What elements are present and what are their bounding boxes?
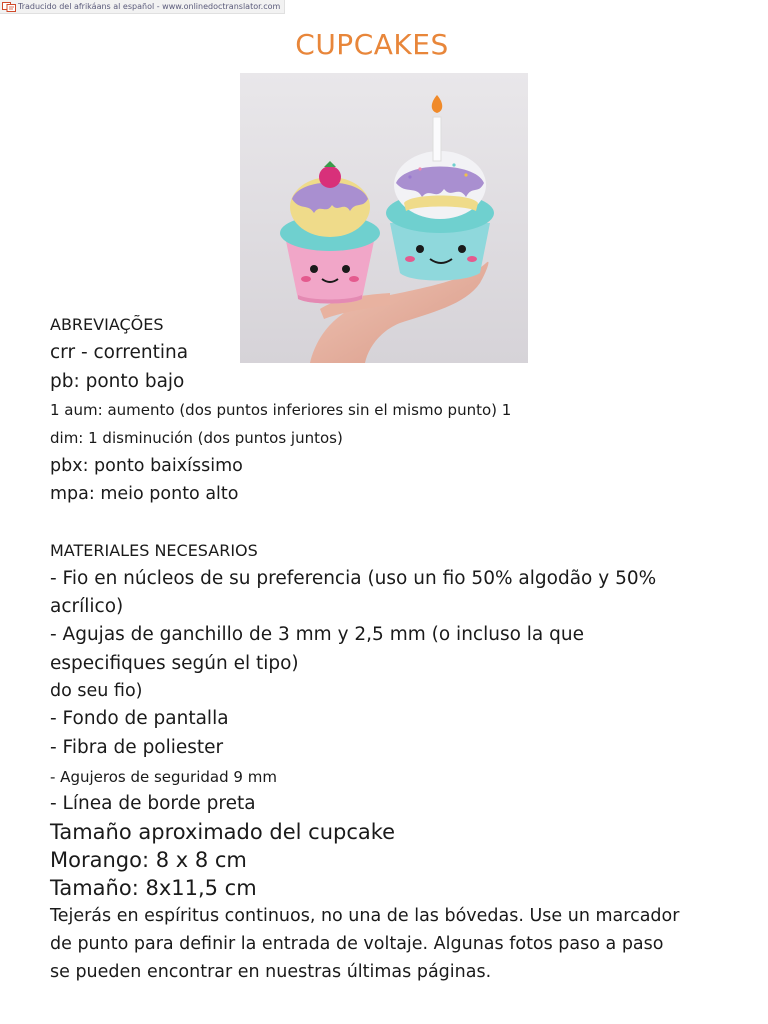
instructions-line: de punto para definir la entrada de voltaje. Algunas fotos paso a paso [50, 934, 664, 954]
translate-icon [2, 2, 16, 12]
cupcakes-photo [240, 73, 528, 363]
size-heading: Tamaño aproximado del cupcake [50, 820, 396, 844]
page-title: CUPCAKES [295, 28, 449, 61]
abbreviation-item: 1 aum: aumento (dos puntos inferiores sin el mismo punto) 1 [50, 401, 512, 419]
materials-line: - Agujeros de seguridad 9 mm [50, 768, 277, 786]
materials-heading: MATERIALES NECESARIOS [50, 541, 258, 560]
size-line: Morango: 8 x 8 cm [50, 848, 247, 872]
translator-banner-text[interactable]: Traducido del afrikáans al español - www.onlinedoctranslator.com [18, 2, 281, 11]
abbreviation-item: mpa: meio ponto alto [50, 484, 239, 504]
abbreviation-item: crr - correntina [50, 342, 189, 363]
abbreviation-item: pb: ponto bajo [50, 371, 185, 392]
size-line: Tamaño: 8x11,5 cm [50, 876, 257, 900]
translator-banner[interactable] [0, 0, 285, 14]
materials-line: - Agujas de ganchillo de 3 mm y 2,5 mm (o incluso la que [50, 624, 584, 645]
materials-line: especifiques según el tipo) [50, 653, 299, 674]
materials-line: acrílico) [50, 596, 124, 617]
abbreviation-item: pbx: ponto baixíssimo [50, 456, 243, 476]
materials-line: - Fio en núcleos de su preferencia (uso un fio 50% algodão y 50% [50, 568, 657, 589]
materials-line: do seu fio) [50, 681, 143, 701]
abbreviation-item: dim: 1 disminución (dos puntos juntos) [50, 429, 343, 447]
instructions-line: Tejerás en espíritus continuos, no una de las bóvedas. Use un marcador [50, 906, 680, 926]
materials-line: - Fibra de poliester [50, 737, 224, 758]
materials-line: - Línea de borde preta [50, 793, 256, 814]
materials-line: - Fondo de pantalla [50, 708, 229, 729]
abbreviations-heading: ABREVIAÇÕES [50, 315, 164, 334]
instructions-line: se pueden encontrar en nuestras últimas páginas. [50, 962, 492, 982]
